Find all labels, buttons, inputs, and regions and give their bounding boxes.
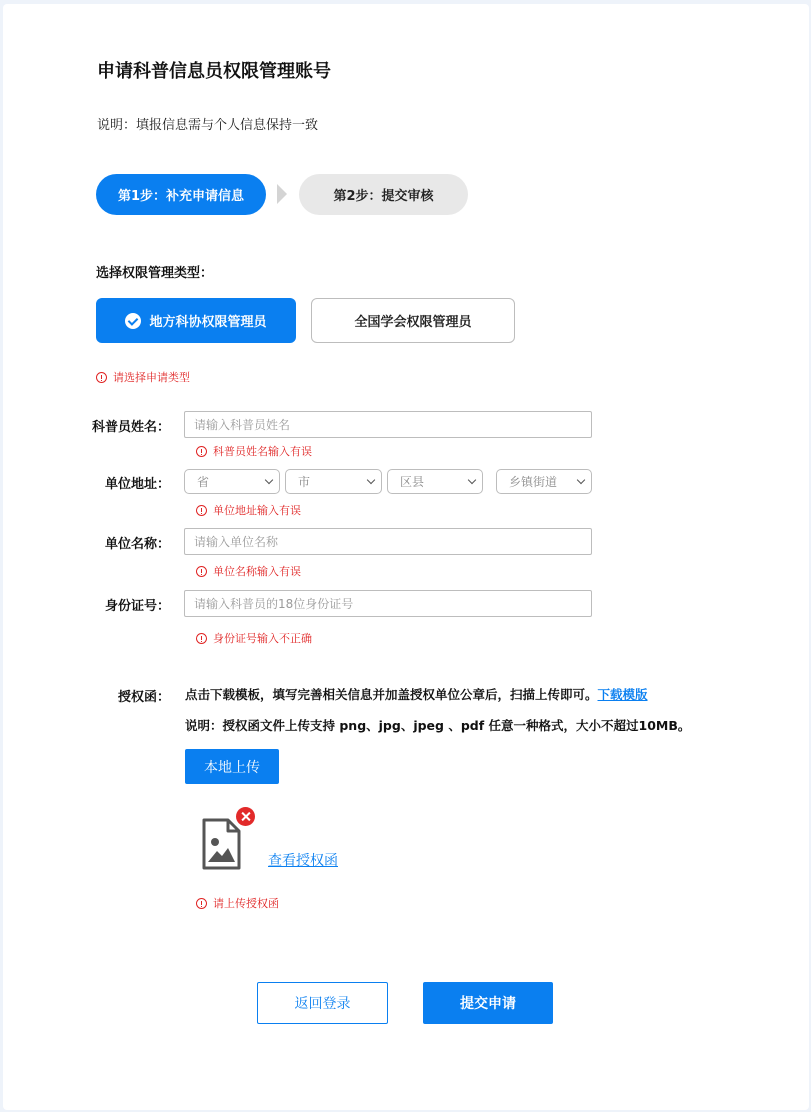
name-label: 科普员姓名：: [91, 420, 170, 435]
step-2: 第2步：提交审核: [299, 174, 468, 215]
download-template-link[interactable]: 下载模版: [597, 687, 648, 702]
city-select-value: 市: [298, 475, 311, 489]
page-note: 说明：填报信息需与个人信息保持一致: [97, 118, 319, 133]
address-error-text: 单位地址输入有误: [213, 504, 301, 517]
admin-type-error-text: 请选择申请类型: [113, 371, 190, 384]
chevron-down-icon: [367, 476, 375, 484]
admin-type-local-button[interactable]: [96, 298, 296, 343]
name-error-text: 科普员姓名输入有误: [213, 445, 312, 458]
admin-type-national-label: 全国学会权限管理员: [354, 315, 472, 330]
district-select[interactable]: [387, 469, 483, 494]
street-select[interactable]: [496, 469, 592, 494]
check-circle-icon: [125, 313, 141, 329]
authorization-error-text: 请上传授权函: [213, 897, 279, 910]
province-select-value: 省: [197, 475, 210, 489]
page-title: 申请科普信息员权限管理账号: [97, 61, 331, 82]
error-icon: [196, 633, 207, 644]
authorization-error: [196, 895, 279, 911]
admin-type-error: [96, 369, 190, 385]
error-icon: [196, 446, 207, 457]
authorization-format-note: 说明：授权函文件上传支持 png、jpg、jpeg 、pdf 任意一种格式，大小不超过10MB。: [185, 718, 691, 733]
authorization-instruction-text: 点击下载模板，填写完善相关信息并加盖授权单位公章后，扫描上传即可。: [185, 687, 598, 702]
authorization-instruction: [185, 685, 648, 703]
admin-type-national-button[interactable]: [311, 298, 515, 343]
admin-type-local-label: 地方科协权限管理员: [149, 315, 267, 330]
local-upload-button[interactable]: 本地上传: [185, 749, 279, 784]
address-error: [196, 502, 301, 518]
admin-type-label: 选择权限管理类型：: [96, 266, 214, 281]
chevron-down-icon: [265, 476, 273, 484]
chevron-down-icon: [468, 476, 476, 484]
step-1: 第1步：补充申请信息: [96, 174, 266, 215]
submit-application-button[interactable]: 提交申请: [423, 982, 553, 1024]
id-number-error: [196, 630, 312, 646]
error-icon: [96, 372, 107, 383]
district-select-value: 区县: [400, 475, 425, 489]
id-number-label: 身份证号：: [104, 599, 170, 614]
id-number-input[interactable]: [184, 590, 592, 617]
org-label: 单位名称：: [104, 537, 170, 552]
back-to-login-button[interactable]: 返回登录: [257, 982, 388, 1024]
org-input[interactable]: [184, 528, 592, 555]
error-icon: [196, 898, 207, 909]
id-number-error-text: 身份证号输入不正确: [213, 632, 312, 645]
name-error: [196, 443, 312, 459]
view-authorization-link[interactable]: 查看授权函: [268, 853, 338, 869]
remove-file-icon[interactable]: [236, 807, 255, 826]
province-select[interactable]: [184, 469, 280, 494]
chevron-down-icon: [577, 476, 585, 484]
step-arrow-icon: [277, 184, 287, 204]
application-card: [3, 4, 809, 1110]
authorization-label: 授权函：: [117, 690, 170, 705]
error-icon: [196, 566, 207, 577]
error-icon: [196, 505, 207, 516]
org-error: [196, 563, 301, 579]
address-label: 单位地址：: [104, 477, 170, 492]
image-file-icon: [201, 818, 241, 871]
org-error-text: 单位名称输入有误: [213, 565, 301, 578]
street-select-value: 乡镇街道: [509, 475, 558, 489]
city-select[interactable]: [285, 469, 382, 494]
name-input[interactable]: [184, 411, 592, 438]
